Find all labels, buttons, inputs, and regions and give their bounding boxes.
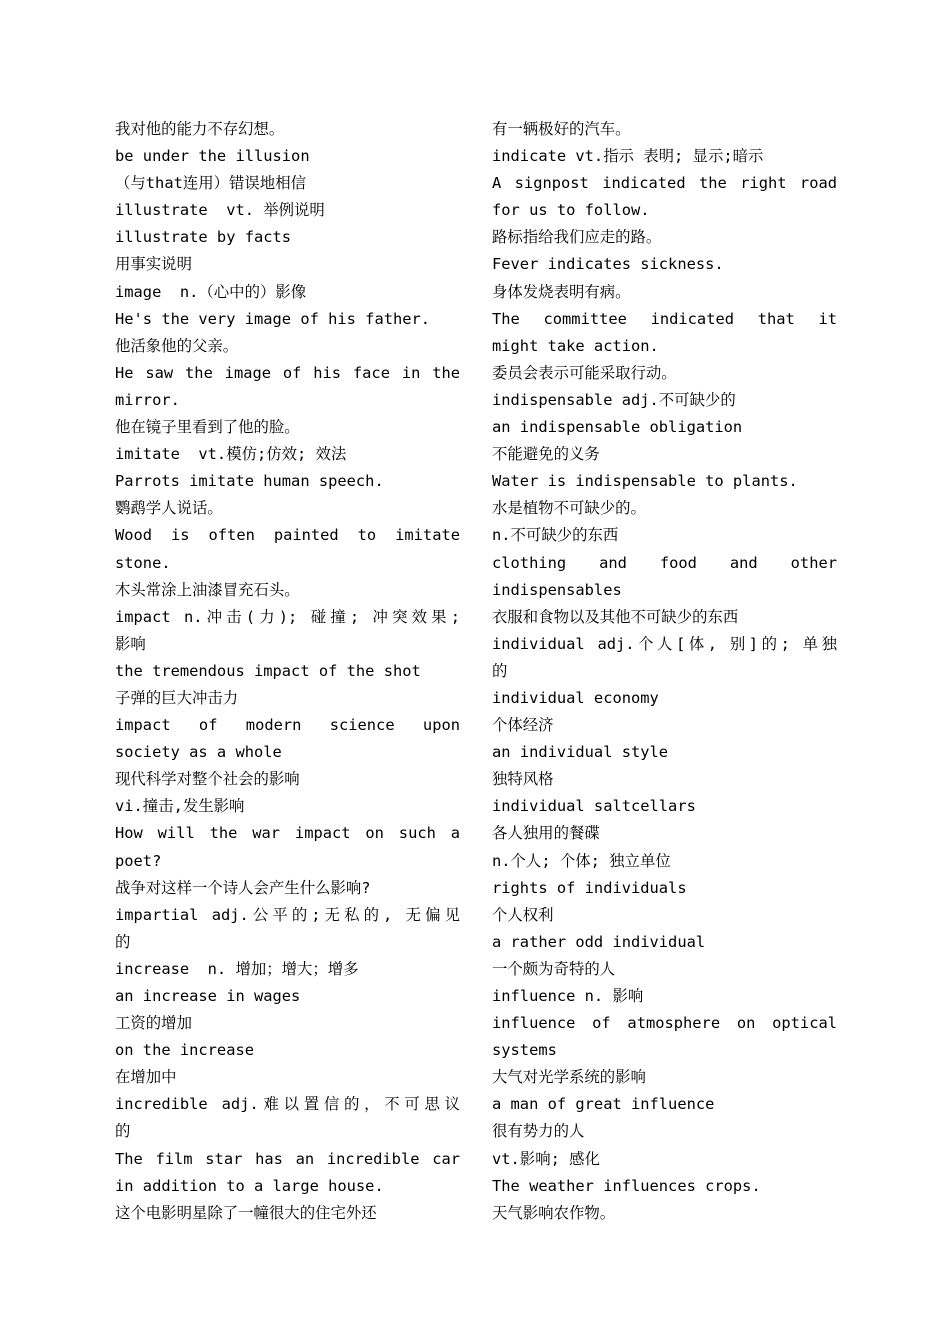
text-line: 他在镜子里看到了他的脸。 — [115, 418, 300, 437]
text-line: imitate vt.模仿;仿效; 效法 — [115, 445, 347, 464]
text-line: clothing and food and other — [492, 553, 837, 572]
text-line: The committee indicated that it — [492, 309, 837, 328]
text-line: individual adj.个人[体, 别]的; 单独 — [492, 634, 837, 653]
text-line: 子弹的巨大冲击力 — [115, 688, 239, 707]
text-line: society as a whole — [115, 743, 282, 762]
text-line: for us to follow. — [492, 201, 650, 220]
text-line: 的 — [115, 932, 131, 951]
text-line: be under the illusion — [115, 147, 310, 166]
text-line: 委员会表示可能采取行动。 — [492, 363, 677, 382]
text-line: 衣服和食物以及其他不可缺少的东西 — [492, 607, 739, 626]
text-line: vt.影响; 感化 — [492, 1149, 600, 1168]
text-line: （与that连用）错误地相信 — [115, 174, 306, 193]
text-line: 身体发烧表明有病。 — [492, 282, 631, 301]
text-line: n.不可缺少的东西 — [492, 526, 619, 545]
text-line: influence of atmosphere on optical — [492, 1014, 837, 1033]
text-line: image n.（心中的）影像 — [115, 282, 307, 301]
text-line: 独特风格 — [492, 770, 554, 789]
text-line: 很有势力的人 — [492, 1122, 585, 1141]
text-line: 战争对这样一个诗人会产生什么影响? — [115, 878, 371, 897]
text-line: 用事实说明 — [115, 255, 192, 274]
left-column — [115, 116, 460, 1227]
text-line: 一个颇为奇特的人 — [492, 959, 616, 978]
text-line: How will the war impact on such a — [115, 824, 460, 843]
text-line: the tremendous impact of the shot — [115, 661, 421, 680]
text-line: Wood is often painted to imitate — [115, 526, 460, 545]
text-line: 个人权利 — [492, 905, 554, 924]
text-line: an increase in wages — [115, 987, 301, 1005]
text-line: incredible adj.难以置信的，不可思议 — [115, 1095, 460, 1114]
text-line: vi.撞击,发生影响 — [115, 797, 245, 816]
right-column — [492, 116, 837, 1227]
text-line: illustrate by facts — [115, 228, 292, 247]
text-line: a man of great influence — [492, 1095, 715, 1114]
text-line: poet? — [115, 851, 162, 870]
text-line: 个体经济 — [492, 716, 554, 735]
text-line: 天气影响农作物。 — [492, 1203, 616, 1222]
text-line: 大气对光学系统的影响 — [492, 1068, 646, 1087]
text-line: 现代科学对整个社会的影响 — [115, 770, 300, 789]
text-line: Water is indispensable to plants. — [492, 472, 798, 491]
text-line: A signpost indicated the right road — [492, 174, 837, 193]
text-line: Fever indicates sickness. — [492, 255, 724, 274]
text-line: increase n. 增加；增大；增多 — [115, 959, 359, 978]
text-line: 在增加中 — [115, 1068, 177, 1087]
text-line: 不能避免的义务 — [492, 445, 600, 464]
text-line: might take action. — [492, 336, 659, 355]
text-line: indicate vt.指示 表明; 显示;暗示 — [492, 147, 764, 166]
text-line: stone. — [115, 553, 171, 572]
text-line: 路标指给我们应走的路。 — [492, 228, 662, 247]
text-line: n.个人; 个体; 独立单位 — [492, 851, 671, 870]
text-line: rights of individuals — [492, 878, 687, 897]
text-line: an individual style — [492, 743, 669, 762]
text-line: an indispensable obligation — [492, 418, 743, 437]
text-line: 鹦鹉学人说话。 — [115, 499, 223, 518]
text-line: impact of modern science upon — [115, 716, 460, 735]
text-line: 这个电影明星除了一幢很大的住宅外还 — [115, 1203, 377, 1222]
text-line: mirror. — [115, 390, 180, 409]
text-line: 的 — [492, 661, 508, 680]
text-line: a rather odd individual — [492, 932, 706, 951]
text-line: He's the very image of his father. — [115, 309, 431, 328]
text-line: 他活象他的父亲。 — [115, 336, 239, 355]
text-line: 有一辆极好的汽车。 — [492, 120, 631, 138]
text-line: in addition to a large house. — [115, 1176, 384, 1195]
text-line: 水是植物不可缺少的。 — [492, 499, 646, 518]
text-line: indispensable adj.不可缺少的 — [492, 390, 736, 409]
text-line: 我对他的能力不存幻想。 — [115, 120, 285, 138]
text-line: 木头常涂上油漆冒充石头。 — [115, 580, 300, 599]
text-line: impact n.冲击(力); 碰撞; 冲突效果; — [115, 607, 460, 626]
text-line: 影响 — [115, 634, 146, 653]
text-line: 各人独用的餐碟 — [492, 824, 600, 843]
text-line: Parrots imitate human speech. — [115, 472, 384, 491]
text-line: 的 — [115, 1122, 131, 1141]
text-line: on the increase — [115, 1041, 254, 1060]
text-line: illustrate vt. 举例说明 — [115, 201, 325, 220]
text-line: influence n. 影响 — [492, 987, 644, 1005]
text-line: individual economy — [492, 688, 659, 707]
text-line: The weather influences crops. — [492, 1176, 761, 1195]
text-line: systems — [492, 1041, 557, 1060]
text-line: indispensables — [492, 580, 622, 599]
text-line: impartial adj.公平的;无私的, 无偏见 — [115, 905, 460, 924]
text-line: He saw the image of his face in the — [115, 363, 460, 382]
text-line: The film star has an incredible car — [115, 1149, 460, 1168]
text-line: 工资的增加 — [115, 1014, 192, 1033]
text-line: individual saltcellars — [492, 797, 696, 816]
